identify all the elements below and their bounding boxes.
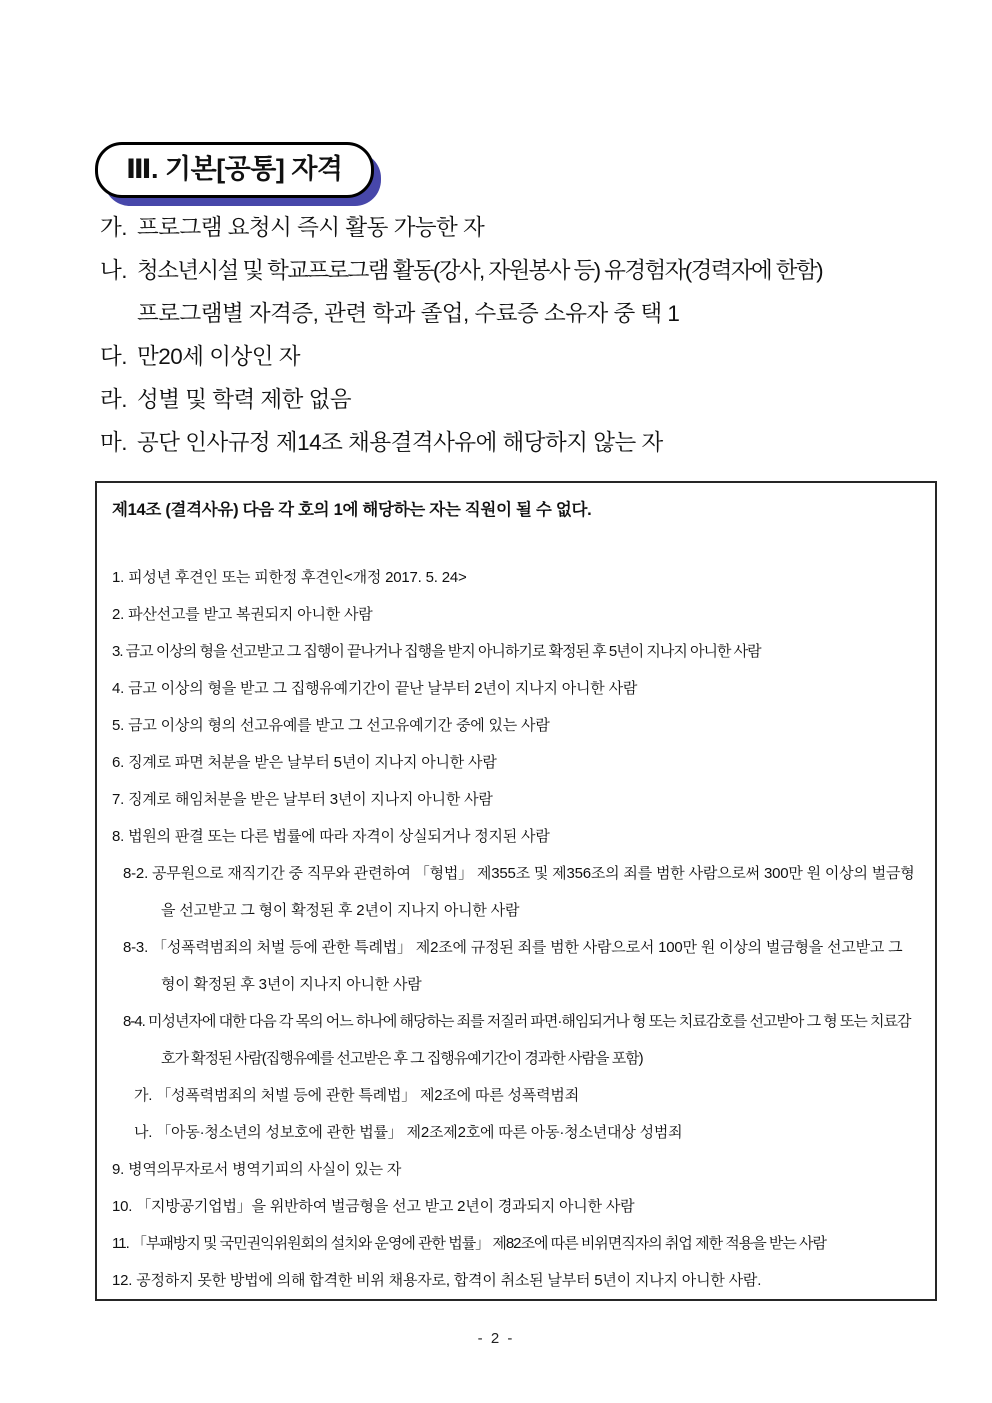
article-item: 8-2. 공무원으로 재직기간 중 직무와 관련하여 「형법」 제355조 및 제356조의 죄를 범한 사람으로써 300만 원 이상의 벌금형을 선고받고 그 형이 확정된 후 2년이 지나지 아니한 사람 <box>123 865 915 919</box>
article-item: 7. 징계로 해임처분을 받은 날부터 3년이 지나지 아니한 사람 <box>112 791 493 808</box>
item-text: 청소년시설 및 학교프로그램 활동(강사, 자원봉사 등) 유경험자(경력자에 한함) <box>137 258 822 283</box>
article-14-box <box>95 481 937 1301</box>
item-label: 나. <box>100 258 127 283</box>
item-label: 다. <box>100 344 127 369</box>
qualification-list <box>100 206 972 464</box>
qualification-item <box>100 206 972 249</box>
qualification-item <box>100 249 972 292</box>
article-item: 3. 금고 이상의 형을 선고받고 그 집행이 끝나거나 집행을 받지 아니하기로 확정된 후 5년이 지나지 아니한 사람 <box>112 643 761 660</box>
qualification-item <box>100 378 972 421</box>
article-item: 6. 징계로 파면 처분을 받은 날부터 5년이 지나지 아니한 사람 <box>112 754 497 771</box>
item-text: 프로그램 요청시 즉시 활동 가능한 자 <box>137 215 485 240</box>
qualification-item <box>100 335 972 378</box>
article-item: 8-3. 「성폭력범죄의 처벌 등에 관한 특례법」 제2조에 규정된 죄를 범한 사람으로서 100만 원 이상의 벌금형을 선고받고 그 형이 확정된 후 3년이 지나지 아니한 사람 <box>123 939 903 993</box>
article-item: 2. 파산선고를 받고 복권되지 아니한 사람 <box>112 606 373 623</box>
item-label: 라. <box>100 387 127 412</box>
item-label: 마. <box>100 430 127 455</box>
article-sub-item: 나. 「아동·청소년의 성보호에 관한 법률」 제2조제2호에 따른 아동·청소년대상 성범죄 <box>134 1124 683 1141</box>
item-text: 성별 및 학력 제한 없음 <box>137 387 352 412</box>
article-item: 9. 병역의무자로서 병역기피의 사실이 있는 자 <box>112 1161 402 1178</box>
article-item: 1. 피성년 후견인 또는 피한정 후견인<개정 2017. 5. 24> <box>112 569 467 586</box>
item-text: 만20세 이상인 자 <box>137 344 300 369</box>
article-sub-item: 가. 「성폭력범죄의 처벌 등에 관한 특례법」 제2조에 따른 성폭력범죄 <box>134 1087 579 1104</box>
section-title: Ⅲ. 기본[공통] 자격 <box>95 142 374 198</box>
article-item: 11. 「부패방지 및 국민권익위원회의 설치와 운영에 관한 법률」 제82조에 따른 비위면직자의 취업 제한 적용을 받는 사람 <box>112 1235 826 1252</box>
qualification-sub-line <box>100 292 972 335</box>
article-heading: 제14조 (결격사유) 다음 각 호의 1에 해당하는 자는 직원이 될 수 없다. <box>112 501 592 519</box>
item-label: 가. <box>100 215 127 240</box>
article-item: 10. 「지방공기업법」을 위반하여 벌금형을 선고 받고 2년이 경과되지 아니한 사람 <box>112 1198 635 1215</box>
article-item: 12. 공정하지 못한 방법에 의해 합격한 비위 채용자로, 합격이 취소된 날부터 5년이 지나지 아니한 사람. <box>112 1272 762 1289</box>
article-item: 8. 법원의 판결 또는 다른 법률에 따라 자격이 상실되거나 정지된 사람 <box>112 828 550 845</box>
item-text: 프로그램별 자격증, 관련 학과 졸업, 수료증 소유자 중 택 1 <box>137 301 680 326</box>
article-item: 8-4. 미성년자에 대한 다음 각 목의 어느 하나에 해당하는 죄를 저질러 파면·해임되거나 형 또는 치료감호를 선고받아 그 형 또는 치료감호가 확정된 사람(집행유예를 선고받은 후 그 집행유예기간이 경과한 사람을 포함) <box>123 1013 911 1067</box>
item-text: 공단 인사규정 제14조 채용결격사유에 해당하지 않는 자 <box>137 430 663 455</box>
article-item: 5. 금고 이상의 형의 선고유예를 받고 그 선고유예기간 중에 있는 사람 <box>112 717 550 734</box>
page-number: - 2 - <box>477 1330 515 1347</box>
qualification-item <box>100 421 972 464</box>
article-item: 4. 금고 이상의 형을 받고 그 집행유예기간이 끝난 날부터 2년이 지나지 아니한 사람 <box>112 680 638 697</box>
